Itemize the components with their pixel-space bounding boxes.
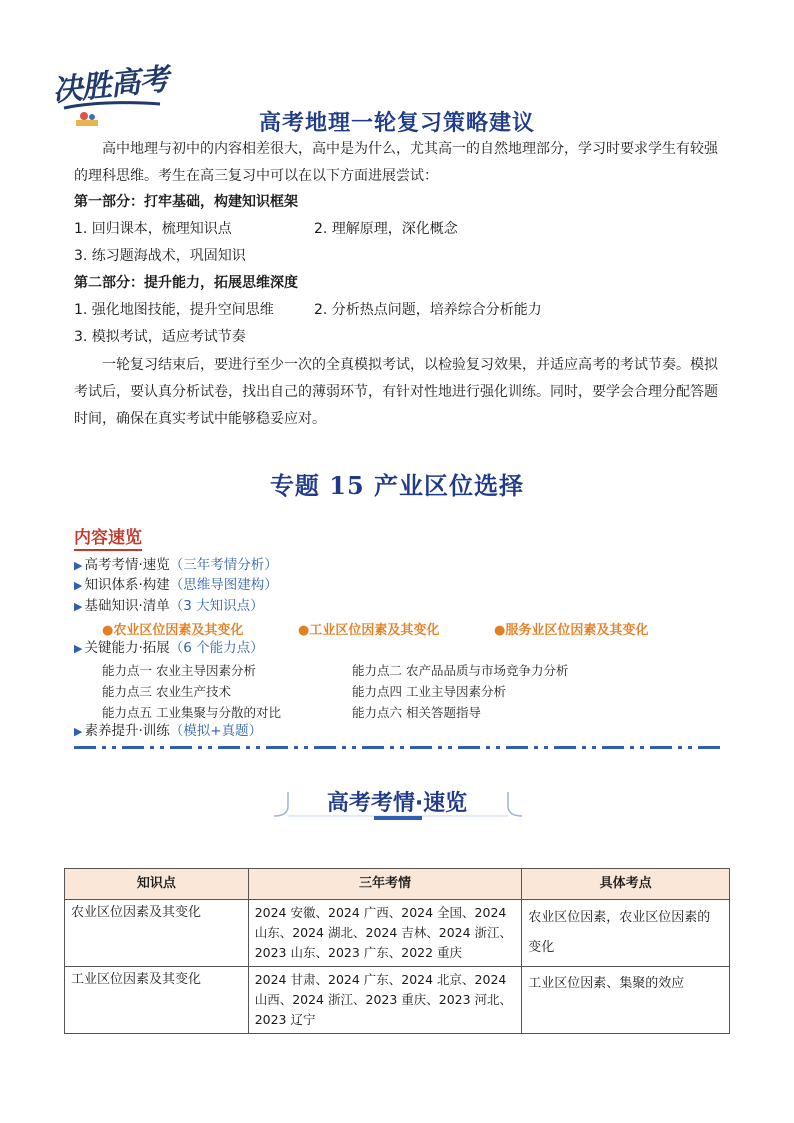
knowledge-tag-service[interactable]: ●服务业区位因素及其变化 bbox=[494, 623, 649, 638]
part1-item1: 1. 回归课本，梳理知识点 bbox=[74, 221, 232, 237]
overview-item-label: 素养提升·训练 bbox=[84, 723, 170, 739]
overview-item-hint: （三年考情分析） bbox=[169, 557, 278, 573]
page-title: 高考地理一轮复习策略建议 bbox=[258, 111, 535, 136]
dashed-divider bbox=[74, 746, 722, 749]
section-banner-title: 高考考情·速览 bbox=[326, 791, 468, 816]
table-cell-points: 工业区位因素、集聚的效应 bbox=[522, 967, 730, 1034]
overview-item-label: 知识体系·构建 bbox=[84, 577, 170, 593]
overview-item-label: 关键能力·拓展 bbox=[84, 640, 170, 656]
part2-heading: 第二部分：提升能力，拓展思维深度 bbox=[74, 275, 298, 291]
ability-point-3[interactable]: 能力点三 农业生产技术 bbox=[102, 684, 231, 699]
exam-analysis-table bbox=[64, 868, 730, 1034]
table-header-row bbox=[65, 869, 730, 900]
table-cell-exams: 2024 甘肃、2024 广东、2024 北京、2024 山西、2024 浙江、2023 重庆、2023 河北、2023 辽宁 bbox=[248, 967, 522, 1034]
overview-item-hint: （模拟+真题） bbox=[169, 723, 263, 739]
overview-item-hint: （6 个能力点） bbox=[169, 640, 264, 656]
ability-point-4[interactable]: 能力点四 工业主导因素分析 bbox=[352, 684, 506, 699]
table-cell-points: 农业区位因素，农业区位因素的变化 bbox=[522, 900, 730, 967]
table-header-cell: 知识点 bbox=[65, 869, 249, 900]
table-cell-topic: 工业区位因素及其变化 bbox=[65, 967, 249, 1034]
table-row bbox=[65, 900, 730, 967]
overview-item-key-ability[interactable] bbox=[74, 638, 264, 659]
triangle-right-icon: ▶ bbox=[74, 725, 83, 738]
part2-item1: 1. 强化地图技能，提升空间思维 bbox=[74, 302, 274, 318]
overview-item-hint: （思维导图建构） bbox=[169, 577, 278, 593]
closing-paragraph: 一轮复习结束后，要进行至少一次的全真模拟考试，以检验复习效果，并适应高考的考试节奏。模拟考试后，要认真分析试卷，找出自己的薄弱环节，有针对性地进行强化训练。同时，要学会合理分配答题时间，确保在真实考试中能够稳妥应对。 bbox=[74, 357, 718, 427]
part1-heading: 第一部分：打牢基础，构建知识框架 bbox=[74, 194, 298, 210]
knowledge-tag-industry[interactable]: ●工业区位因素及其变化 bbox=[298, 623, 440, 638]
triangle-right-icon: ▶ bbox=[74, 642, 83, 655]
overview-item-label: 基础知识·清单 bbox=[84, 598, 170, 614]
topic-title: 专题 15 产业区位选择 bbox=[269, 471, 525, 500]
ability-point-6[interactable]: 能力点六 相关答题指导 bbox=[352, 705, 481, 720]
overview-item-practice[interactable] bbox=[74, 721, 262, 742]
ability-point-5[interactable]: 能力点五 工业集聚与分散的对比 bbox=[102, 705, 281, 720]
table-row bbox=[65, 967, 730, 1034]
overview-item-label: 高考考情·速览 bbox=[84, 557, 170, 573]
part2-item2: 2. 分析热点问题，培养综合分析能力 bbox=[314, 302, 542, 318]
overview-item-hint: （3 大知识点） bbox=[169, 598, 264, 614]
ability-point-2[interactable]: 能力点二 农产品品质与市场竞争力分析 bbox=[352, 663, 569, 678]
overview-item-exam-analysis[interactable] bbox=[74, 555, 278, 576]
table-header-cell: 三年考情 bbox=[248, 869, 522, 900]
knowledge-tag-agriculture[interactable]: ●农业区位因素及其变化 bbox=[102, 623, 244, 638]
part2-item3: 3. 模拟考试，适应考试节奏 bbox=[74, 329, 246, 345]
part1-item3: 3. 练习题海战术，巩固知识 bbox=[74, 248, 246, 264]
triangle-right-icon: ▶ bbox=[74, 559, 83, 572]
triangle-right-icon: ▶ bbox=[74, 600, 83, 613]
logo-text: 决胜高考 bbox=[50, 62, 170, 109]
triangle-right-icon: ▶ bbox=[74, 579, 83, 592]
table-cell-exams: 2024 安徽、2024 广西、2024 全国、2024 山东、2024 湖北、2024 吉林、2024 浙江、2023 山东、2023 广东、2022 重庆 bbox=[248, 900, 522, 967]
overview-item-basic-knowledge[interactable] bbox=[74, 596, 264, 617]
table-cell-topic: 农业区位因素及其变化 bbox=[65, 900, 249, 967]
overview-item-knowledge-system[interactable] bbox=[74, 575, 278, 596]
ability-point-1[interactable]: 能力点一 农业主导因素分析 bbox=[102, 663, 256, 678]
overview-heading: 内容速览 bbox=[74, 523, 142, 551]
part1-item2: 2. 理解原理，深化概念 bbox=[314, 221, 458, 237]
table-header-cell: 具体考点 bbox=[522, 869, 730, 900]
intro-paragraph: 高中地理与初中的内容相差很大，高中是为什么，尤其高一的自然地理部分，学习时要求学生有较强的理科思维。考生在高三复习中可以在以下方面进展尝试： bbox=[74, 141, 718, 184]
